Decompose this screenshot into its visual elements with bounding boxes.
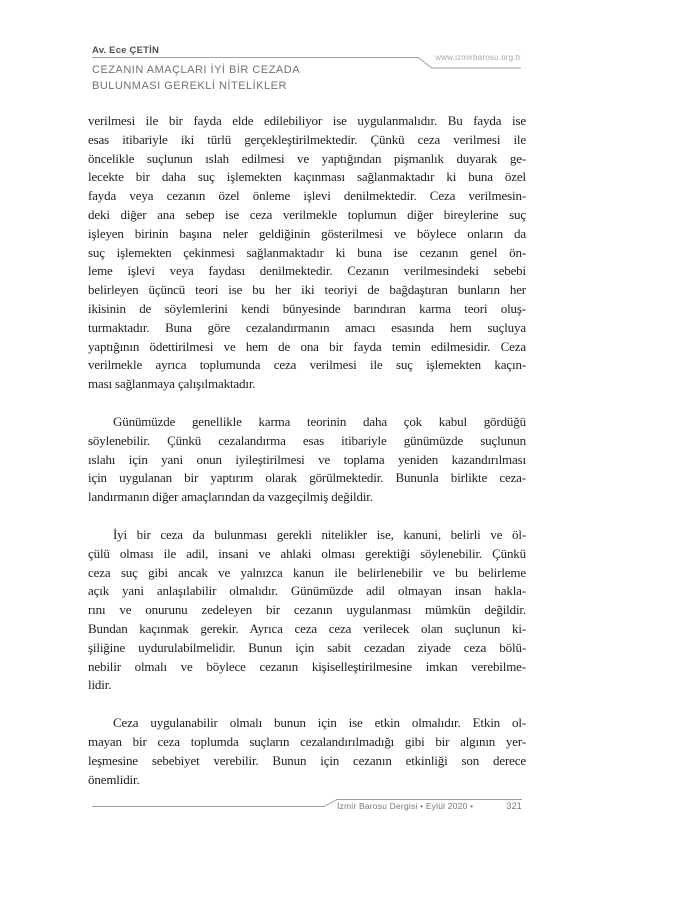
text-line: ıslahı için yani onun iyileştirilmesi ve toplama yeniden kazandırılması [88,451,526,467]
author-name: Av. Ece ÇETİN [92,45,160,56]
text-line: ması sağlanmaya çalışılmaktadır. [88,376,256,392]
text-line: leşmesine sebebiyet verebilir. Bunun için cezanın etkinliği son derece [88,752,526,768]
article-title-line1: CEZANIN AMAÇLARI İYİ BİR CEZADA [92,64,301,76]
text-line: öncelikle suçlunun ıslah edilmesi ve yaptığından pişmanlık duyarak ge- [88,150,526,166]
text-line: verilmesi ile bir fayda elde edilebiliyor ise uygulanmalıdır. Bu fayda ise [88,113,526,128]
text-line: Bundan kaçınmak gerekir. Ayrıca ceza ceza verilecek olan suçlunun ki- [88,620,526,636]
paragraph [88,413,526,507]
text-line: açık yani anlaşılabilir olmalıdır. Günümüzde adil olmayan insan hakla- [88,583,526,599]
text-line: işleyen birinin başına neler geldiğinin gösterilmesi ve böylece onların da [88,225,526,241]
text-line: lecekte bir daha suç işlemekten kaçınması sağlanmaktadır ki buna özel [88,169,526,185]
text-line: söylenebilir. Çünkü cezalandırma esas itibariyle günümüzde suçlunun [88,432,526,448]
text-line: esas itibariyle iki türlü gerçekleştirilmektedir. Çünkü ceza verilmesi ile [88,131,526,147]
paragraph [88,714,526,789]
text-line: önemlidir. [88,771,140,787]
text-line: belirleyen üçüncü teori ise bu her iki teoriyi de bağdaştıran bunların her [88,282,526,298]
text-line: İyi bir ceza da bulunması gerekli nitelikler ise, kanuni, belirli ve öl- [113,526,526,542]
article-body [88,112,526,789]
article-title [92,62,300,94]
text-line: için uygulanan bir yaptırım olarak görülmektedir. Bununla birlikte ceza- [88,470,526,486]
text-line: yaptığının ödettirilmesi ve hem de ona bir fayda temin edilmesidir. Ceza [88,338,526,354]
text-line: Ceza uygulanabilir olmalı bunun için ise etkin olmalıdır. Etkin ol- [113,715,526,731]
text-line: fayda veya cezanın özel önleme işlevi denilmektedir. Ceza verilmesin- [88,188,526,204]
text-line: verilmekle ayrıca toplumunda ceza verilmesi ile suç işlemekten kaçın- [88,357,526,373]
text-line: ceza suç gibi ancak ve yalnızca kanun ile belirlenebilir ve bu belirleme [88,564,526,580]
article-title-line2: BULUNMASI GEREKLİ NİTELİKLER [92,80,287,92]
text-line: mayan bir ceza toplumda suçların cezalandırılmadığı gibi bir algının yer- [88,733,526,749]
text-line: şiliğine uydurulabilmelidir. Bunun için sabit cezadan ziyade ceza bölü- [88,639,526,655]
text-line: lidir. [88,677,112,693]
text-line: Günümüzde genellikle karma teorinin daha çok kabul gördüğü [113,413,526,429]
text-line: nebilir olmalı ve böylece cezanın kişiselleştirilmesine imkan verebilme- [88,658,526,674]
text-line: suç işlemekten çekinmesi sağlanmaktadır ki buna ise cezanın genel ön- [88,244,526,260]
website-url: www.izmirbarosu.org.tr [435,53,521,62]
text-line: ikisinin de söylemlerini kendi bünyesinde barındıran karma teori oluş- [88,300,526,316]
journal-name-date: İzmir Barosu Dergisi • Eylül 2020 • [337,801,474,811]
text-line: landırmanın diğer amaçlarından da vazgeçilmiş değildir. [88,489,373,505]
text-line: deki diğer ana sebep ise ceza verilmekle toplumun diğer bireylerine suç [88,206,526,222]
footer [337,801,522,811]
text-line: rını ve onurunu zedeleyen bir cezanın uygulanması mümkün değildir. [88,602,526,618]
paragraph [88,526,526,695]
text-line: çülü olması ile adil, insani ve ahlaki olması gerektiği söylenebilir. Çünkü [88,545,526,561]
text-line: leme işlevi veya faydası denilmektedir. Cezanın verilmesindeki sebebi [88,263,526,279]
text-line: turmaktadır. Buna göre cezalandırmanın amacı esasında hem suçluya [88,319,526,335]
paragraph [88,112,526,394]
page-number: 321 [506,801,522,811]
